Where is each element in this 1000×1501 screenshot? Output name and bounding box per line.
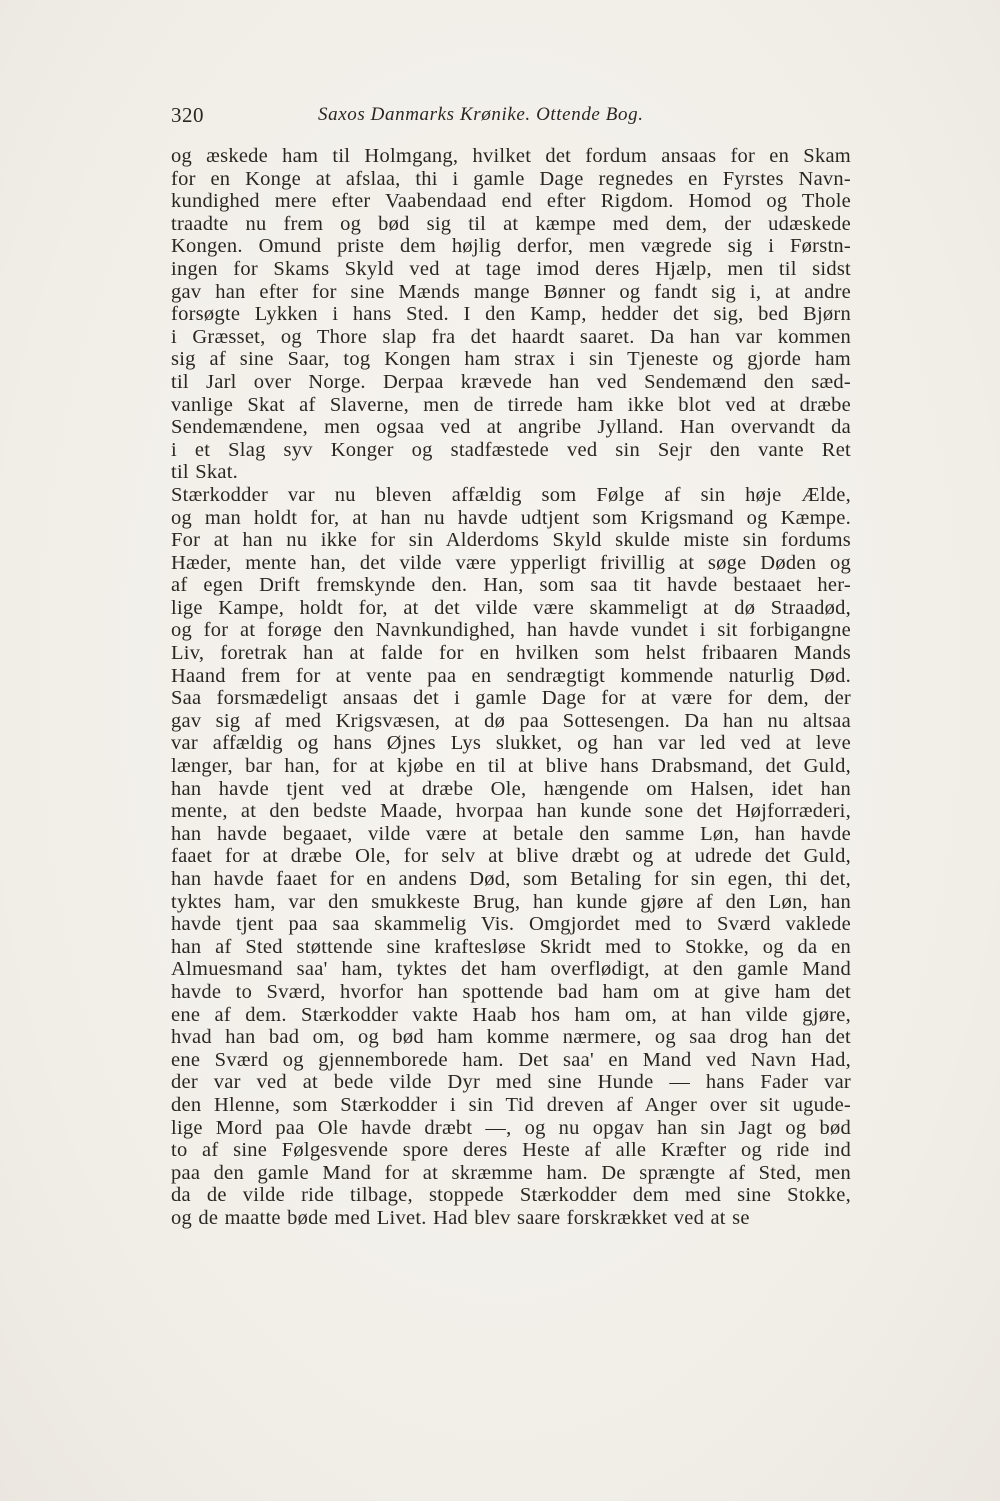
text-line: i et Slag syv Konger og stadfæstede ved sin Sejr den vante Ret (171, 438, 851, 461)
text-line: ene af dem. Stærkodder vakte Haab hos ham om, at han vilde gjøre, (171, 1003, 851, 1026)
text-line: lige Mord paa Ole havde dræbt —, og nu opgav han sin Jagt og bød (171, 1116, 851, 1139)
text-line: længer, bar han, for at kjøbe en til at blive hans Drabsmand, det Guld, (171, 755, 851, 778)
text-line: to af sine Følgesvende spore deres Heste af alle Kræfter og ride ind (171, 1139, 851, 1162)
text-line: ingen for Skams Skyld ved at tage imod deres Hjælp, men til sidst (171, 257, 851, 280)
paragraph (171, 145, 851, 484)
text-line: gav han efter for sine Mænds mange Bønner og fandt sig i, at andre (171, 280, 851, 303)
text-line: Sendemændene, men ogsaa ved at angribe Jylland. Han overvandt da (171, 416, 851, 439)
text-line: for en Konge at afslaa, thi i gamle Dage regnedes en Fyrstes Navn- (171, 167, 851, 190)
text-line: Haand frem for at vente paa en sendrægtigt kommende naturlig Død. (171, 664, 851, 687)
body-text (171, 145, 851, 1230)
text-line: gav sig af med Krigsvæsen, at dø paa Sottesengen. Da han nu altsaa (171, 709, 851, 732)
text-line: lige Kampe, holdt for, at det vilde være skammeligt at dø Straadød, (171, 596, 851, 619)
text-line: af egen Drift fremskynde den. Han, som saa tit havde bestaaet her- (171, 574, 851, 597)
text-line: vanlige Skat af Slaverne, men de tirrede ham ikke blot ved at dræbe (171, 393, 851, 416)
text-line: For at han nu ikke for sin Alderdoms Skyld skulde miste sin fordums (171, 529, 851, 552)
text-line: kundighed mere efter Vaabendaad end efter Rigdom. Homod og Thole (171, 190, 851, 213)
text-line: havde to Sværd, hvorfor han spottende bad ham om at give ham det (171, 980, 851, 1003)
text-line: han havde tjent ved at dræbe Ole, hængende om Halsen, idet han (171, 777, 851, 800)
text-line: Kongen. Omund priste dem højlig derfor, men vægrede sig i Førstn- (171, 235, 851, 258)
text-line: Saa forsmædeligt ansaas det i gamle Dage for at være for dem, der (171, 687, 851, 710)
text-line: i Græsset, og Thore slap fra det haardt saaret. Da han var kommen (171, 325, 851, 348)
running-title: Saxos Danmarks Krønike. Ottende Bog. (318, 104, 644, 125)
text-line: Stærkodder var nu bleven affældig som Følge af sin høje Ælde, (171, 483, 851, 506)
text-line: hvad han bad om, og bød ham komme nærmere, og saa drog han det (171, 1026, 851, 1049)
text-line: ene Sværd og gjennemborede ham. Det saa' en Mand ved Navn Had, (171, 1048, 851, 1071)
text-line: den Hlenne, som Stærkodder i sin Tid dreven af Anger over sit ugude- (171, 1093, 851, 1116)
text-line: Almuesmand saa' ham, tyktes det ham overflødigt, at den gamle Mand (171, 958, 851, 981)
text-line: faaet for at dræbe Ole, for selv at blive dræbt og at udrede det Guld, (171, 845, 851, 868)
text-line: der var ved at bede vilde Dyr med sine Hunde — hans Fader var (171, 1071, 851, 1094)
text-line: tyktes ham, var den smukkeste Brug, han kunde gjøre af den Løn, han (171, 890, 851, 913)
text-line: da de vilde ride tilbage, stoppede Stærkodder dem med sine Stokke, (171, 1184, 851, 1207)
page-number: 320 (171, 103, 204, 127)
text-line: traadte nu frem og bød sig til at kæmpe med dem, der udæskede (171, 212, 851, 235)
text-line: han havde begaaet, vilde være at betale den samme Løn, han havde (171, 822, 851, 845)
paragraph (171, 484, 851, 1230)
text-line: Hæder, mente han, det vilde være ypperligt frivillig at søge Døden og (171, 551, 851, 574)
text-line: sig af sine Saar, tog Kongen ham strax i sin Tjeneste og gjorde ham (171, 348, 851, 371)
text-line: forsøgte Lykken i hans Sted. I den Kamp, hedder det sig, bed Bjørn (171, 303, 851, 326)
text-line: og de maatte bøde med Livet. Had blev saare forskrækket ved at se (171, 1206, 750, 1229)
text-line: til Skat. (171, 461, 239, 484)
text-line: til Jarl over Norge. Derpaa krævede han ved Sendemænd den sæd- (171, 370, 851, 393)
text-line: han af Sted støttende sine kraftesløse Skridt med to Stokke, og da en (171, 935, 851, 958)
text-line: og æskede ham til Holmgang, hvilket det fordum ansaas for en Skam (171, 145, 851, 167)
text-line: og man holdt for, at han nu havde udtjent som Krigsmand og Kæmpe. (171, 506, 851, 529)
text-line: han havde faaet for en andens Død, som Betaling for sin egen, thi det, (171, 868, 851, 890)
text-line: Liv, foretrak han at falde for en hvilken som helst fribaaren Mands (171, 642, 851, 665)
text-line: og for at forøge den Navnkundighed, han havde vundet i sit forbigangne (171, 619, 851, 642)
text-line: havde tjent paa saa skammelig Vis. Omgjordet med to Sværd vaklede (171, 913, 851, 936)
text-line: mente, at den bedste Maade, hvorpaa han kunde sone det Højforræderi, (171, 800, 851, 823)
text-line: var affældig og hans Øjnes Lys slukket, og han var led ved at leve (171, 732, 851, 755)
page-header (171, 103, 851, 133)
text-line: paa den gamle Mand for at skræmme ham. De sprængte af Sted, men (171, 1161, 851, 1184)
